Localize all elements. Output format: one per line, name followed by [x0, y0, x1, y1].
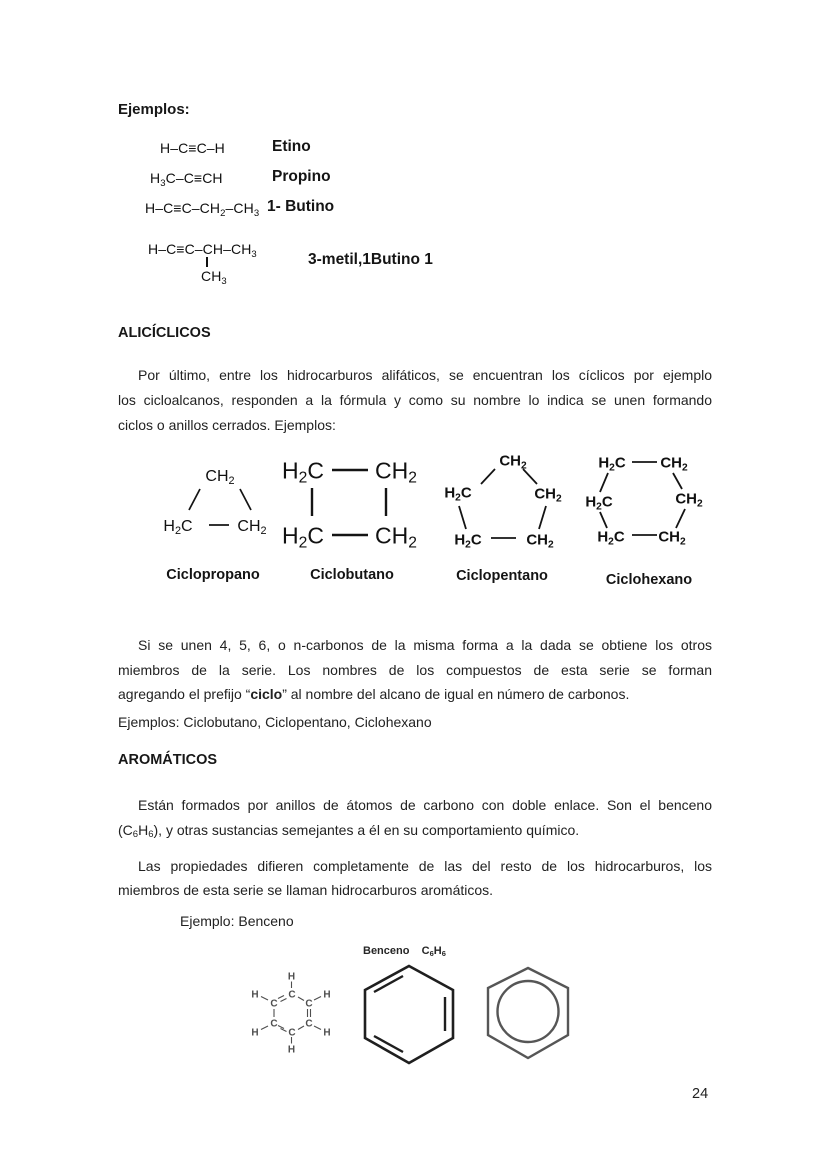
atom-label: $CH_2$ [375, 522, 417, 552]
atom-label: $H_2C$ [444, 484, 472, 504]
benceno-example-label: Ejemplo: Benceno [180, 913, 294, 929]
aromaticos-paragraph-2 [118, 854, 712, 902]
paragraph-line: Por último, entre los hidrocarburos alifáticos, se encuentran los cíclicos por ejemplo [138, 367, 712, 383]
ciclohexano-label: Ciclohexano [605, 572, 693, 588]
metilbutino-formula: $H-C\equiv C-CH-CH_3$ [148, 241, 257, 260]
paragraph-line: ciclos o anillos cerrados. Ejemplos: [118, 417, 336, 433]
atom-label: $H_2C$ [597, 528, 625, 548]
atom-label: $H_2C$ [282, 522, 324, 552]
paragraph-line: los cicloalcanos, responden a la fórmula y como su nombre lo indica se unen formando [118, 392, 712, 408]
paragraph-line: agregando el prefijo “ciclo” al nombre del alcano de igual en número de carbonos. [118, 686, 630, 702]
ciclopentano-label: Ciclopentano [456, 568, 548, 584]
metilbutino-name: 3-metil,1Butino 1 [308, 251, 433, 268]
ciclopentano-figure [440, 450, 570, 550]
aliciclicos-intro-paragraph [118, 363, 712, 438]
branch-bond-line [206, 257, 208, 267]
benzene-c-atom: C [305, 1018, 313, 1030]
atom-label: $CH_2$ [526, 531, 554, 551]
benzene-c-atom: C [270, 998, 278, 1010]
benceno-caption: Benceno $C_6H_6$ [363, 945, 446, 959]
atom-label: $H_2C$ [454, 531, 482, 551]
benceno-ring-svg [483, 963, 573, 1063]
metilbutino-branch: $CH_3$ [201, 268, 227, 287]
benzene-h-atom: H [323, 1027, 331, 1039]
aromaticos-heading: AROMÁTICOS [118, 752, 218, 768]
ciclopropano-figure [150, 455, 275, 540]
benzene-h-atom: H [323, 989, 331, 1001]
atom-label: $H_2C$ [163, 518, 193, 538]
benzene-h-atom: H [287, 971, 296, 983]
etino-formula: H–C≡C–H [160, 140, 225, 156]
benzene-c-atom: C [305, 998, 313, 1010]
aliciclicos-heading: ALICÍCLICOS [118, 325, 211, 341]
atom-label: $CH_2$ [237, 518, 267, 538]
paragraph-line: miembros de la serie. Los nombres de los compuestos de esta serie se forman [118, 661, 712, 678]
benzene-h-atom: H [251, 1027, 259, 1039]
atom-label: $H_2C$ [598, 454, 626, 474]
paragraph-line: Las propiedades difieren completamente de las del resto de los hidrocarburos, los [138, 858, 712, 874]
benceno-kekule-svg [360, 962, 458, 1068]
paragraph-line: miembros de esta serie se llaman hidrocarburos aromáticos. [118, 882, 494, 898]
atom-label: $H_2C$ [585, 493, 613, 513]
benzene-c-atom: C [288, 1027, 296, 1039]
propino-formula: $H_3C-C\equiv CH$ [150, 170, 223, 189]
ejemplos-heading: Ejemplos: [118, 101, 190, 118]
benzene-c-atom: C [288, 989, 296, 1001]
ciclopropano-label: Ciclopropano [166, 567, 260, 583]
atom-label: $H_2C$ [282, 457, 324, 487]
series-paragraph [118, 633, 712, 707]
benzene-h-atom: H [251, 989, 259, 1001]
propino-name: Propino [272, 168, 331, 185]
atom-label: $CH_2$ [534, 485, 562, 505]
paragraph-line: $(C_6H_6)$, y otras sustancias semejantes a él en su comportamiento químico. [118, 821, 580, 841]
cyclic-examples-line: Ejemplos: Ciclobutano, Ciclopentano, Ciclohexano [118, 714, 432, 730]
atom-label: $CH_2$ [205, 468, 235, 488]
etino-name: Etino [272, 138, 311, 155]
benceno-structural-svg [245, 965, 337, 1057]
atom-label: $CH_2$ [660, 454, 688, 474]
paragraph-line: Están formados por anillos de átomos de carbono con doble enlace. Son el benceno [138, 797, 712, 813]
benceno-kekule-figure [360, 962, 458, 1068]
ciclobutano-figure [275, 452, 425, 552]
benzene-h-atom: H [287, 1044, 296, 1056]
butino-name: 1- Butino [267, 198, 335, 215]
butino-formula: $H-C\equiv C-CH_2-CH_3$ [145, 200, 260, 219]
benzene-c-atom: C [270, 1018, 278, 1030]
ciclohexano-figure [585, 450, 710, 550]
page-number: 24 [692, 1086, 709, 1102]
aromaticos-paragraph-1 [118, 793, 712, 842]
atom-label: $CH_2$ [375, 457, 417, 487]
benceno-structural-figure [245, 965, 337, 1057]
benceno-ring-figure [483, 963, 573, 1063]
atom-label: $CH_2$ [499, 452, 527, 472]
paragraph-line: Si se unen 4, 5, 6, o n-carbonos de la misma forma a la dada se obtiene los otros [138, 637, 712, 653]
atom-label: $CH_2$ [675, 490, 703, 510]
ciclobutano-label: Ciclobutano [310, 567, 394, 583]
atom-label: $CH_2$ [658, 528, 686, 548]
